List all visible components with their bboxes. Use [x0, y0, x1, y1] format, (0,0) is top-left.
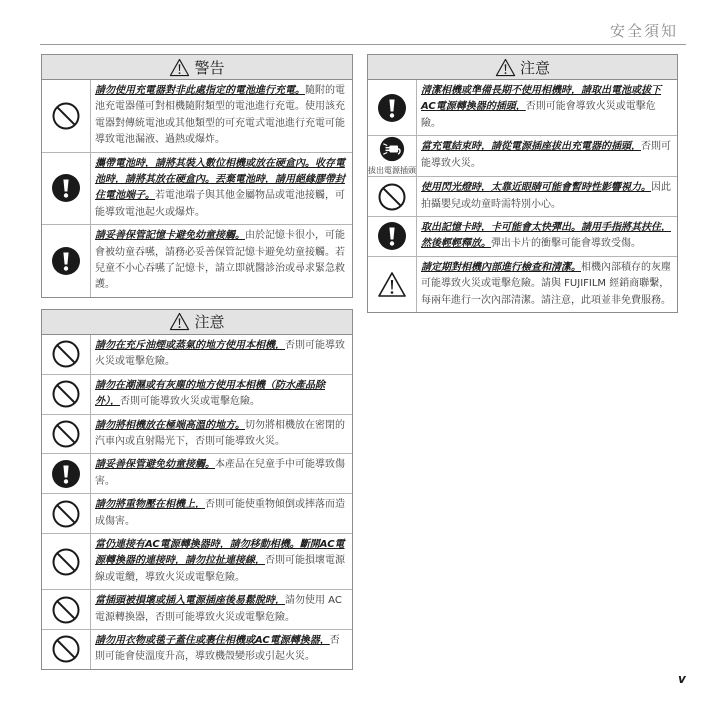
prohibited-icon	[51, 379, 81, 409]
item-text: 本產品在兒童手中可能導致傷害。	[95, 459, 345, 487]
caution-item	[42, 533, 352, 589]
prohibited-icon	[51, 634, 81, 664]
warning-section	[41, 54, 353, 298]
caution-item	[42, 335, 352, 374]
prohibited-icon	[51, 101, 81, 131]
caution-item	[42, 374, 352, 414]
item-text: 若電池端子與其他金屬物品或電池接觸，可能導致電池起火或爆炸。	[95, 190, 345, 218]
item-text: 由於記憶卡很小，可能會被幼童吞嚥，請務必妥善保管記憶卡避免幼童接觸。若兒童不小心吞嚥了記憶卡，請立即就醫診治或尋求緊急救護。	[95, 230, 345, 291]
item-lead: 請勿使用充電器對非此處指定的電池進行充電。	[95, 85, 305, 96]
page-header-title: 安全須知	[609, 22, 678, 40]
item-lead: 請勿用衣物或毯子蓋住或裹住相機或AC電源轉換器，	[95, 634, 330, 646]
item-text: 隨附的電池充電器僅可對相機隨附類型的電池進行充電。使用該充電器對傳統電池或其他類型的可充電式電池進行充電可能導致電池漏液、過熱或爆炸。	[95, 85, 345, 146]
item-lead: 清潔相機或準備長期不使用相機時，請取出電池或拔下AC電源轉換器的插頭，	[421, 85, 661, 113]
item-lead: 請勿在潮濕或有灰塵的地方使用本相機（防水產品除外），	[95, 379, 325, 408]
unplug-icon	[379, 136, 405, 162]
prohibited-icon	[377, 182, 407, 212]
warning-item	[42, 80, 352, 152]
caution-item	[42, 453, 352, 493]
caution-item	[368, 176, 677, 216]
item-lead: 當仍連接有AC電源轉換器時，請勿移動相機。斷開AC電源轉換器的連接時，請勿拉扯連接線，	[95, 538, 345, 567]
caution-triangle-icon	[377, 271, 407, 298]
prohibited-icon	[51, 499, 81, 529]
caution-item	[42, 589, 352, 629]
item-lead: 攜帶電池時，請將其裝入數位相機或放在硬盒內。收存電池時，請將其放在硬盒內。丟棄電池時，請用絕緣膠帶封住電池端子。	[95, 157, 345, 202]
item-text: 否則可能導致火災或電擊危險。	[120, 396, 260, 408]
item-text: 否則可能會導致火災或電擊危險。	[421, 101, 656, 129]
prohibited-icon	[51, 595, 81, 625]
item-lead: 請勿在充斥油煙或蒸氣的地方使用本相機，	[95, 339, 285, 351]
item-text: 否則可能使重物傾倒或摔落而造成傷害。	[95, 499, 345, 527]
caution-triangle-icon	[495, 58, 516, 77]
item-lead: 當充電結束時，請從電源插座拔出充電器的插頭，	[421, 141, 641, 153]
item-lead: 請勿將相機放在極端高溫的地方。	[95, 419, 245, 431]
mandatory-icon	[377, 93, 407, 123]
warning-section-header	[42, 55, 352, 80]
mandatory-icon	[51, 459, 81, 489]
item-lead: 請勿將重物壓在相機上，	[95, 499, 205, 511]
caution-item	[368, 256, 677, 312]
item-lead: 使用閃光燈時，太靠近眼睛可能會暫時性影響視力。	[421, 182, 651, 194]
caution-item	[368, 80, 677, 135]
item-text: 相機內部積存的灰塵可能導致火災或電擊危險。請與 FUJIFILM 經銷商聯繫，每兩年進行一次內部清潔。請注意，此項並非免費服務。	[421, 261, 671, 306]
mandatory-icon	[377, 221, 407, 251]
item-lead: 當插頭被損壞或插入電源插座後易鬆脫時，	[95, 595, 285, 607]
prohibited-icon	[51, 419, 81, 449]
section-title: 注意	[194, 313, 225, 332]
item-text: 因此拍攝嬰兒或幼童時需特別小心。	[421, 182, 671, 210]
left-column	[41, 54, 353, 681]
item-text: 否則可能導致火災。	[421, 141, 671, 169]
warning-item	[42, 152, 352, 225]
page-number: v	[678, 672, 686, 686]
caution-triangle-icon	[169, 58, 190, 77]
item-lead: 請妥善保管避免幼童接觸。	[95, 459, 215, 471]
item-text: 彈出卡片的衝擊可能會導致受傷。	[491, 238, 641, 250]
item-text: 否則可能損壞電源線或電纜，導致火災或電擊危險。	[95, 555, 345, 583]
unplug-caption: 拔出電源插頭	[368, 166, 416, 176]
item-text: 否則可能會使溫度升高，導致機殼變形或引起火災。	[95, 634, 340, 663]
mandatory-icon	[51, 173, 81, 203]
caution-item	[42, 629, 352, 669]
warning-item	[42, 224, 352, 297]
item-text: 否則可能導致火災或電擊危險。	[95, 339, 345, 368]
page-header	[40, 16, 686, 45]
caution-item	[42, 414, 352, 454]
item-lead: 請妥善保管記憶卡避免幼童接觸。	[95, 230, 245, 242]
caution-item	[368, 135, 677, 176]
section-title: 注意	[519, 58, 550, 77]
prohibited-icon	[51, 547, 81, 577]
item-lead: 請定期對相機內部進行檢查和清潔。	[421, 261, 581, 273]
item-text: 請勿使用 AC 電源轉換器，否則可能導致火災或電擊危險。	[95, 595, 342, 623]
item-text: 切勿將相機放在密閉的汽車內或直射陽光下，否則可能導致火災。	[95, 419, 345, 447]
caution-triangle-icon	[169, 312, 190, 331]
mandatory-icon	[51, 246, 81, 276]
caution-section-left	[41, 309, 353, 670]
right-column	[367, 54, 678, 324]
caution-item	[42, 493, 352, 533]
prohibited-icon	[51, 339, 81, 369]
caution-section-header	[42, 310, 352, 335]
caution-item	[368, 216, 677, 256]
section-title: 警告	[194, 58, 225, 77]
item-lead: 取出記憶卡時，卡可能會太快彈出。請用手指將其扶住，然後輕輕釋放。	[421, 222, 671, 250]
caution-section-right	[367, 54, 678, 313]
caution-section-header	[368, 55, 677, 80]
